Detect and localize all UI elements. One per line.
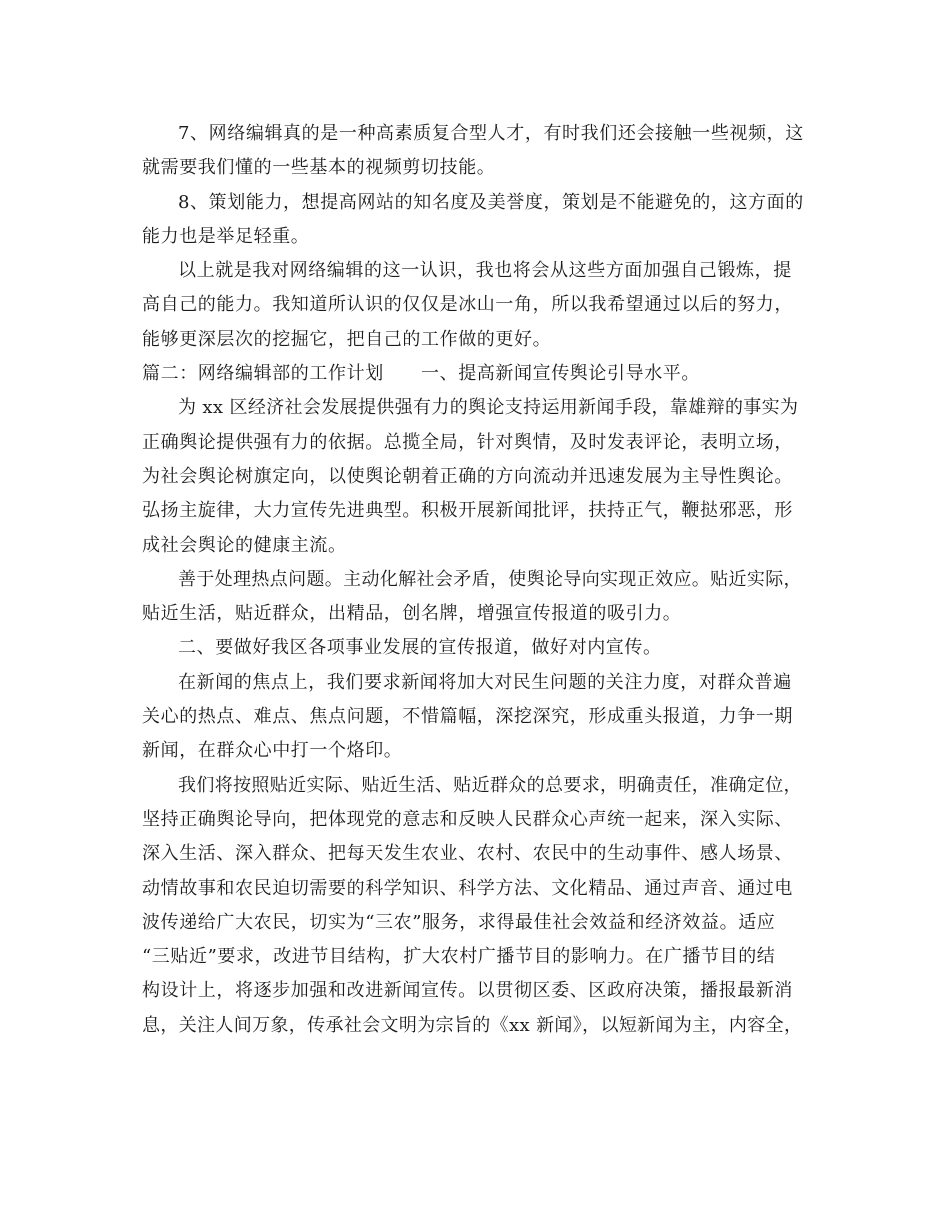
text-line: 7、网络编辑真的是一种高素质复合型人才，有时我们还会接触一些视频，这	[178, 123, 804, 144]
text-line: 能力也是举足轻重。	[142, 225, 310, 247]
text-line: 深入生活、深入群众、把每天发生农业、农村、农民中的生动事件、感人场景、	[142, 843, 793, 865]
text-line: 二、要做好我区各项事业发展的宣传报道，做好对内宣传。	[178, 637, 662, 659]
text-line: 高自己的能力。我知道所认识的仅仅是冰山一角，所以我希望通过以后的努力，	[142, 294, 793, 316]
text-line: 动情故事和农民迫切需要的科学知识、科学方法、文化精品、通过声音、通过电	[142, 877, 793, 899]
text-line: “三贴近”要求，改进节目结构，扩大农村广播节目的影响力。在广播节目的结	[142, 946, 776, 968]
text-line: 就需要我们懂的一些基本的视频剪切技能。	[142, 157, 496, 179]
text-line: 波传递给广大农民，切实为“三农”服务，求得最佳社会效益和经济效益。适应	[142, 911, 776, 933]
text-line: 构设计上，将逐步加强和改进新闻宣传。以贯彻区委、区政府决策，播报最新消	[142, 980, 793, 1002]
text-line: 弘扬主旋律，大力宣传先进典型。积极开展新闻批评，扶持正气，鞭挞邪恶，形	[142, 500, 793, 522]
text-line: 为社会舆论树旗定向，以使舆论朝着正确的方向流动并迅速发展为主导性舆论。	[142, 465, 793, 487]
text-line: 正确舆论提供强有力的依据。总揽全局，针对舆情，及时发表评论，表明立场，	[142, 431, 793, 453]
text-line: 善于处理热点问题。主动化解社会矛盾，使舆论导向实现正效应。贴近实际，	[178, 568, 802, 590]
text-line: 我们将按照贴近实际、贴近生活、贴近群众的总要求，明确责任，准确定位，	[178, 774, 802, 796]
text-line: 新闻，在群众心中打一个烙印。	[142, 740, 403, 762]
text-line: 成社会舆论的健康主流。	[142, 534, 347, 556]
text-line: 息，关注人间万象，传承社会文明为宗旨的《xx 新闻》，以短新闻为主，内容全，	[142, 1014, 803, 1036]
text-line: 8、策划能力，想提高网站的知名度及美誉度，策划是不能避免的，这方面的	[178, 191, 804, 213]
text-line: 篇二：网络编辑部的工作计划 一、提高新闻宣传舆论引导水平。	[142, 363, 700, 385]
text-line: 能够更深层次的挖掘它，把自己的工作做的更好。	[142, 328, 552, 350]
text-line: 在新闻的焦点上，我们要求新闻将加大对民生问题的关注力度，对群众普遍	[178, 671, 792, 693]
text-line: 关心的热点、难点、焦点问题，不惜篇幅，深挖深究，形成重头报道，力争一期	[142, 706, 793, 728]
text-line: 贴近生活，贴近群众，出精品，创名牌，增强宣传报道的吸引力。	[142, 603, 682, 625]
text-line: 以上就是我对网络编辑的这一认识，我也将会从这些方面加强自己锻炼，提	[178, 260, 792, 282]
text-line: 坚持正确舆论导向，把体现党的意志和反映人民群众心声统一起来，深入实际、	[142, 808, 793, 830]
text-line: 为 xx 区经济社会发展提供强有力的舆论支持运用新闻手段，靠雄辩的事实为	[178, 397, 799, 419]
document-body	[142, 117, 806, 1043]
